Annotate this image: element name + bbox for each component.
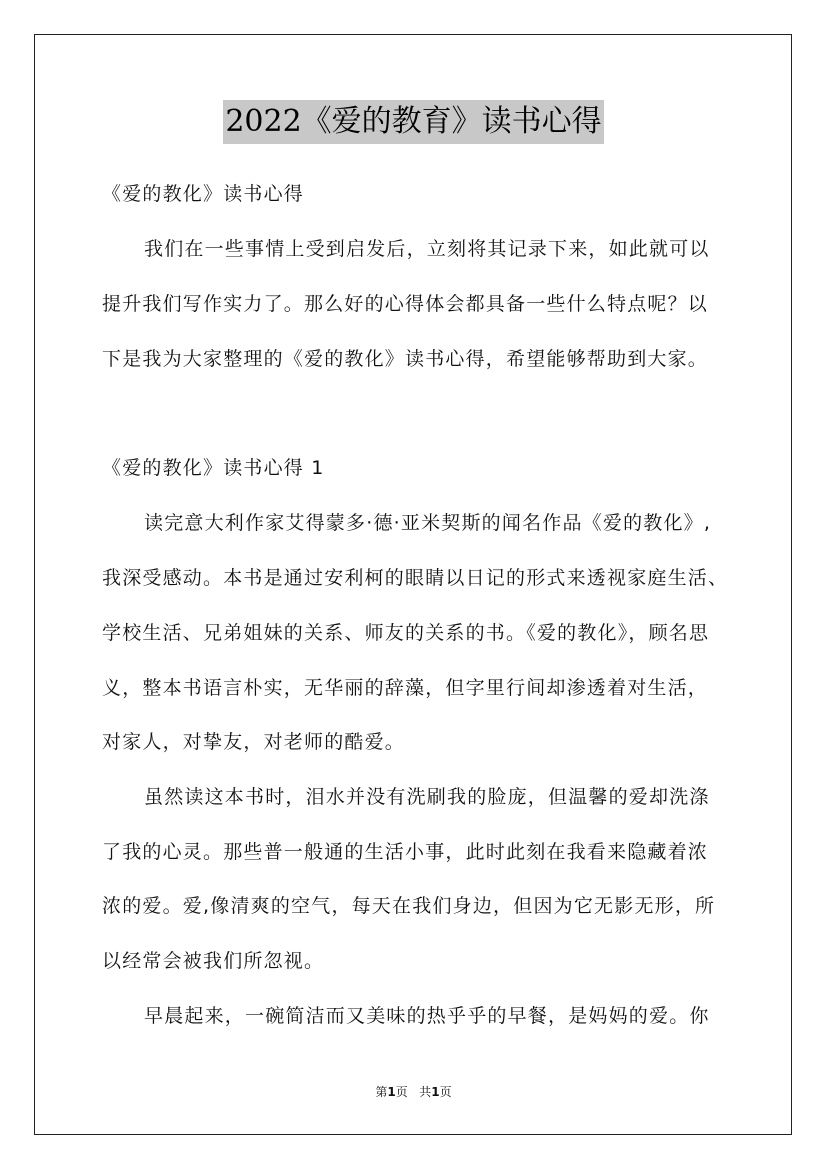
total-suffix: 页 — [439, 1085, 452, 1099]
section-heading: 《爱的教化》读书心得 1 — [102, 457, 325, 479]
paragraph-line: 对家人，对挚友，对老师的酷爱。 — [102, 731, 406, 753]
page-footer — [0, 1083, 827, 1100]
paragraph-line: 了我的心灵。那些普一般通的生活小事，此时此刻在我看来隐藏着浓 — [102, 841, 709, 863]
paragraph-line: 读完意大利作家艾得蒙多·德·亚米契斯的闻名作品《爱的教化》, — [144, 512, 712, 534]
paragraph-line: 虽然读这本书时，泪水并没有洗刷我的脸庞，但温馨的爱却洗涤 — [144, 786, 710, 808]
paragraph-line: 我们在一些事情上受到启发后，立刻将其记录下来，如此就可以 — [144, 238, 710, 260]
section-heading: 《爱的教化》读书心得 — [102, 183, 305, 205]
document-title: 2022《爱的教育》读书心得 — [223, 100, 603, 144]
paragraph-line: 我深受感动。本书是通过安利柯的眼睛以日记的形式来透视家庭生活、 — [102, 567, 729, 589]
page-prefix: 第 — [375, 1085, 388, 1099]
page-suffix: 页 — [395, 1085, 408, 1099]
total-pages: 1 — [431, 1085, 440, 1099]
paragraph-line: 提升我们写作实力了。那么好的心得体会都具备一些什么特点呢？以 — [102, 293, 709, 315]
paragraph-line: 以经常会被我们所忽视。 — [102, 950, 325, 972]
paragraph-line: 早晨起来，一碗简洁而又美味的热乎乎的早餐，是妈妈的爱。你 — [144, 1005, 710, 1027]
title-container — [0, 100, 827, 144]
page-number: 1 — [387, 1085, 396, 1099]
paragraph-line: 学校生活、兄弟姐妹的关系、师友的关系的书。《爱的教化》，顾名思 — [102, 622, 710, 644]
total-prefix: 共 — [419, 1085, 432, 1099]
paragraph-line: 浓的爱。爱,像清爽的空气，每天在我们身边，但因为它无影无形，所 — [102, 895, 716, 917]
paragraph-line: 义，整本书语言朴实，无华丽的辞藻，但字里行间却渗透着对生活， — [102, 677, 709, 699]
paragraph-line: 下是我为大家整理的《爱的教化》读书心得，希望能够帮助到大家。 — [102, 348, 709, 370]
